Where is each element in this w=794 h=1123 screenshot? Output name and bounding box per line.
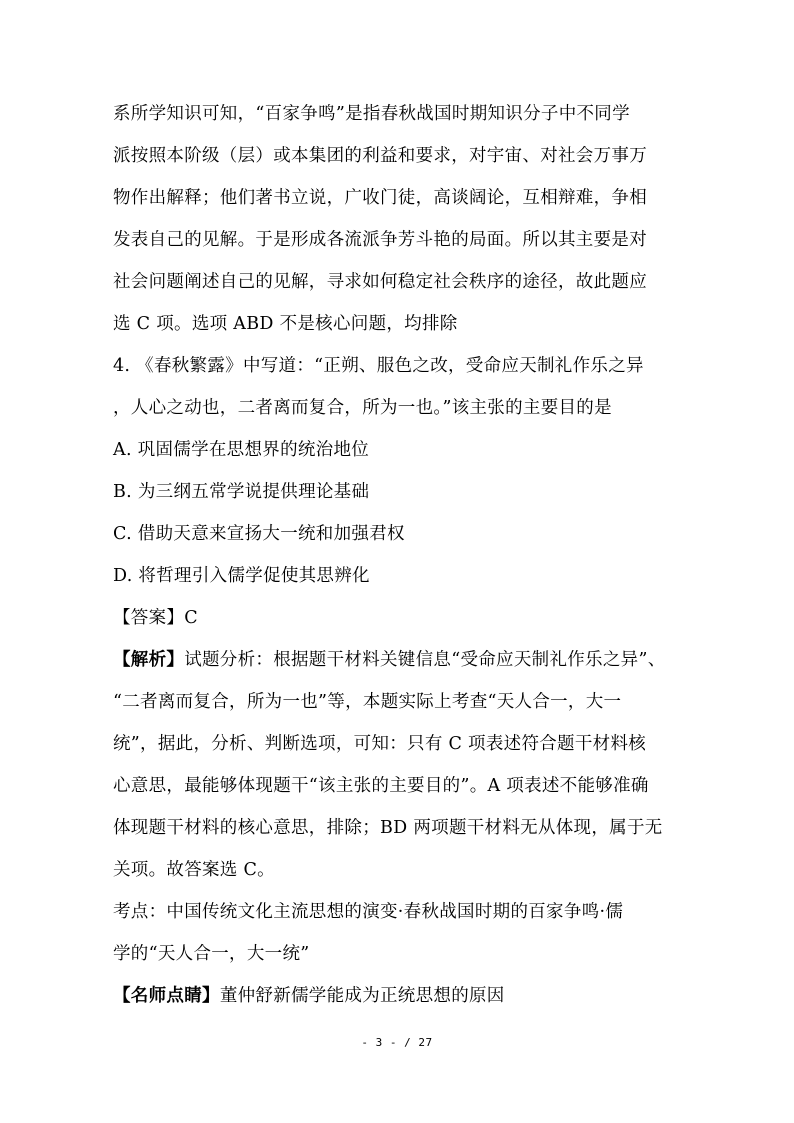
analysis-line: 统”，据此，分析、判断选项，可知：只有 C 项表述符合题干材料核 (113, 734, 647, 754)
kaodian-line: 考点：中国传统文化主流思想的演变·春秋战国时期的百家争鸣·儒 (113, 902, 624, 922)
option-b: B. 为三纲五常学说提供理论基础 (113, 482, 370, 502)
analysis-line: “二者离而复合，所为一也”等，本题实际上考查“天人合一，大一 (113, 692, 622, 712)
question-stem: ，人心之动也，二者离而复合，所为一也。”该主张的主要目的是 (113, 398, 612, 418)
answer-tag: 【答案】 (113, 608, 185, 628)
answer-line (113, 607, 198, 629)
text-line: 系所学知识可知，“百家争鸣”是指春秋战国时期知识分子中不同学 (113, 104, 630, 124)
tip-line (113, 985, 505, 1007)
text-line: 选 C 项。选项 ABD 不是核心问题，均排除 (113, 314, 458, 334)
option-d: D. 将哲理引入儒学促使其思辨化 (113, 566, 370, 586)
analysis-line: 心意思，最能够体现题干“该主张的主要目的”。A 项表述不能够准确 (113, 776, 649, 796)
analysis-text: 试题分析：根据题干材料关键信息“受命应天制礼作乐之异”、 (184, 650, 666, 670)
answer-value: C (184, 608, 198, 628)
tip-tag: 【名师点睛】 (113, 986, 220, 1006)
text-line: 物作出解释；他们著书立说，广收门徒，高谈阔论，互相辩难，争相 (113, 188, 647, 208)
analysis-tag: 【解析】 (113, 650, 185, 670)
kaodian-line: 学的“天人合一，大一统” (113, 944, 310, 964)
text-line: 派按照本阶级（层）或本集团的利益和要求，对宇宙、对社会万事万 (113, 146, 647, 166)
analysis-line (113, 649, 666, 671)
text-line: 发表自己的见解。于是形成各流派争芳斗艳的局面。所以其主要是对 (113, 230, 647, 250)
option-a: A. 巩固儒学在思想界的统治地位 (113, 440, 370, 460)
analysis-line: 关项。故答案选 C。 (113, 860, 275, 880)
question-stem: 4. 《春秋繁露》中写道：“正朔、服色之改，受命应天制礼作乐之异 (113, 356, 644, 376)
text-line: 社会问题阐述自己的见解，寻求如何稳定社会秩序的途径，故此题应 (113, 272, 647, 292)
page-number: - 3 - / 27 (361, 1036, 433, 1049)
analysis-line: 体现题干材料的核心意思，排除；BD 两项题干材料无从体现，属于无 (113, 818, 663, 838)
tip-text: 董仲舒新儒学能成为正统思想的原因 (219, 986, 505, 1006)
option-c: C. 借助天意来宣扬大一统和加强君权 (113, 524, 405, 544)
